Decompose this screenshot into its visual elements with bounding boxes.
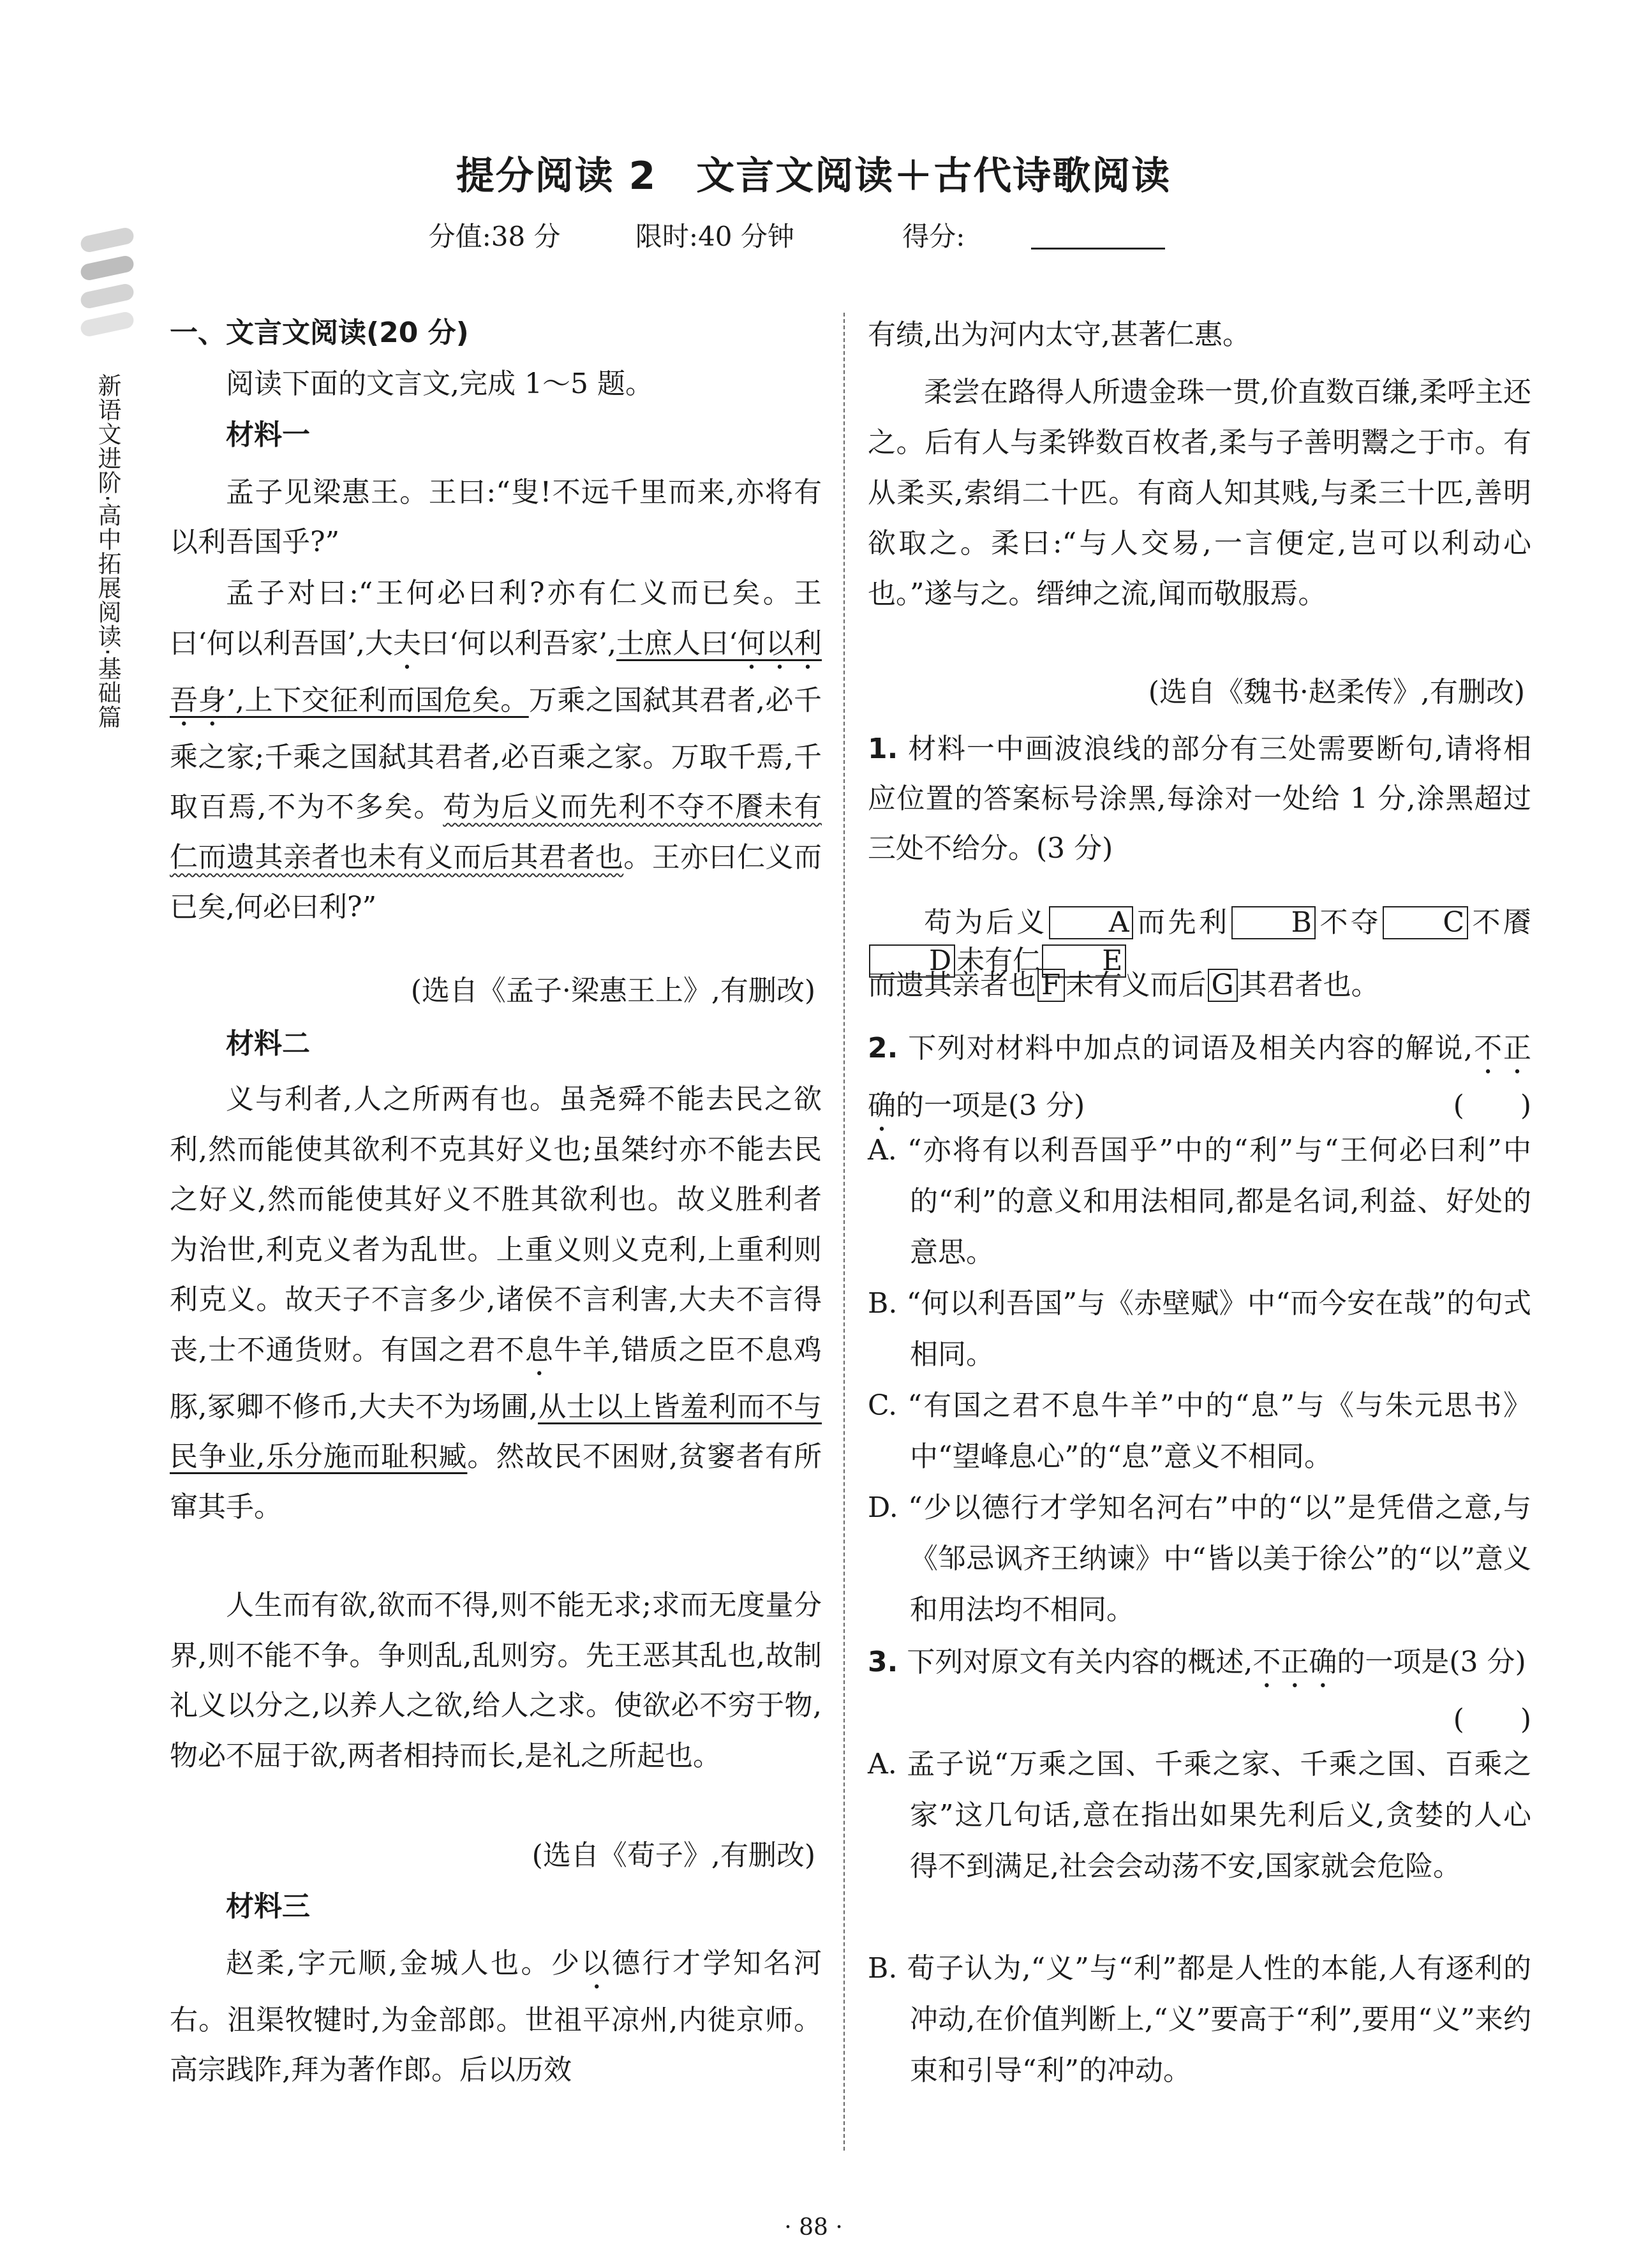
text-run: 曰‘何以利吾家’, — [421, 627, 616, 660]
dotted-phrase: 何以利吾身 — [170, 627, 822, 717]
material-2-title: 材料二 — [226, 1027, 310, 1060]
exam-meta — [0, 216, 1627, 254]
section-heading: 一、文言文阅读(20 分) — [170, 317, 469, 349]
text-run: 孟子对曰:“王何必曰利?亦有仁义而已矣。王曰‘何以利吾国’,大 — [170, 577, 822, 660]
text-run: 万乘之国弑其君者,必千乘之家;千乘之国弑其君者,必百乘之家。万取千焉,千取百焉,不为不多矣。 — [170, 683, 822, 824]
score-got-label: 得分: — [902, 221, 965, 252]
text-run: 义与利者,人之所两有也。虽尧舜不能去民之欲利,然而能使其欲利不克其好义也;虽桀纣亦不能去民之好义,然而能使其好义不胜其欲利也。故义胜利者为治世,利克义者为乱世。上重义则义克利,上重利则利克义。故天子不言多少,诸侯不言利害,大夫不言得丧,士不通货财。有国之君不 — [170, 1083, 822, 1366]
material-1-para-2 — [170, 569, 822, 933]
material-3-para-1 — [170, 1939, 822, 2095]
text-run: 士庶人曰‘ — [616, 627, 738, 660]
option-box-b[interactable]: B — [1231, 906, 1316, 939]
material-3-title: 材料三 — [226, 1890, 310, 1923]
option-box-f[interactable]: F — [1037, 969, 1065, 1002]
page-number: · 88 · — [784, 2214, 843, 2241]
material-1-source: (选自《孟子·梁惠王上》,有删改) — [410, 974, 815, 1007]
text-run: 德行才学知名河右。沮渠牧犍时,为金部郎。世祖平凉州,内徙京师。高宗践阼,拜为著作郎。后以历效 — [170, 1947, 822, 2086]
text-run: 而先利 — [1134, 906, 1230, 939]
question-number: 1. — [868, 733, 898, 765]
answer-parentheses[interactable]: ( ) — [1453, 1089, 1531, 1122]
score-blank[interactable] — [1031, 248, 1165, 250]
material-2-source: (选自《荀子》,有删改) — [531, 1839, 815, 1872]
dotted-word: 夫 — [392, 627, 421, 660]
time-limit: 限时:40 分钟 — [635, 221, 794, 252]
question-number: 3. — [868, 1646, 898, 1678]
text-run: 苟为后义 — [924, 906, 1048, 939]
text-run: 不餍 — [1469, 906, 1532, 939]
option-box-d[interactable]: D — [869, 944, 955, 978]
dotted-phrase: 不正确 — [868, 1032, 1531, 1122]
text-run: 牛羊,错质之臣不息鸡豚,冢卿不修币,大夫不为场圃, — [170, 1333, 822, 1423]
option-box-a[interactable]: A — [1049, 906, 1133, 939]
question-text: 下列对原文有关内容的概述, — [907, 1646, 1253, 1678]
option-box-c[interactable]: C — [1383, 906, 1468, 939]
q3-option-a: A. 孟子说“万乘之国、千乘之家、千乘之国、百乘之家”这几句话,意在指出如果先利后义,贪婪的人心得不到满足,社会会动荡不安,国家就会危险。 — [868, 1748, 1531, 1883]
question-text: 的一项是(3 分) — [896, 1089, 1085, 1122]
question-2 — [868, 1023, 1531, 1138]
score-got — [869, 221, 1198, 252]
text-run: 赵柔,字元顺,金城人也。少 — [226, 1947, 582, 1980]
option-box-e[interactable]: E — [1042, 944, 1126, 978]
dotted-phrase: 不正确 — [1252, 1646, 1337, 1678]
underlined-text: 从士以上皆羞利而不与民争业,乐分施而耻积臧 — [170, 1390, 822, 1473]
column-divider — [843, 313, 845, 2151]
question-text: 材料一中画波浪线的部分有三处需要断句,请将相应位置的答案标号涂黑,每涂对一处给 1 分,涂黑超过三处不给分。(3 分) — [868, 733, 1531, 865]
answer-parentheses[interactable]: ( ) — [1453, 1703, 1531, 1736]
q3-option-b: B. 荀子认为,“义”与“利”都是人性的本能,人有逐利的冲动,在价值判断上,“义”要高于“利”,要用“义”来约束和引导“利”的冲动。 — [868, 1952, 1531, 2087]
text-run: 而遗其亲者也 — [868, 969, 1036, 1001]
instructions: 阅读下面的文言文,完成 1～5 题。 — [226, 368, 653, 400]
series-label: 新语文进阶·高中拓展阅读·基础篇 — [94, 373, 121, 729]
score-value: 分值:38 分 — [428, 221, 561, 252]
material-3-para-2: 柔尝在路得人所遗金珠一贯,价直数百缣,柔呼主还之。后有人与柔铧数百枚者,柔与子善明鬻之于市。有从柔买,索绢二十匹。有商人知其贱,与柔三十匹,善明欲取之。柔曰:“与人交易,一言便定,岂可以利动心也。”遂与之。缙绅之流,闻而敬服焉。 — [868, 376, 1531, 610]
dotted-word: 以 — [581, 1947, 612, 1980]
text-run: 未有仁 — [956, 944, 1041, 977]
wavy-underlined-text: 苟为后义而先利不夺不餍未有仁而遗其亲者也未有义而后其君者也 — [170, 791, 822, 874]
question-1 — [868, 724, 1531, 874]
option-box-g[interactable]: G — [1208, 969, 1238, 1002]
material-2-para-2: 人生而有欲,欲而不得,则不能无求;求而无度量分界,则不能不争。争则乱,乱则穷。先王恶其乱也,故制礼义以分之,以养人之欲,给人之求。使欲必不穷于物,物必不屈于欲,两者相持而长,是礼之所起也。 — [170, 1589, 822, 1772]
text-run: 未有义而后 — [1066, 969, 1207, 1001]
text-run: 不夺 — [1316, 906, 1382, 939]
text-run: 其君者也。 — [1238, 969, 1379, 1001]
decorative-stripes-icon — [75, 227, 139, 348]
question-text: 下列对材料中加点的词语及相关内容的解说, — [908, 1032, 1473, 1064]
question-3 — [868, 1637, 1531, 1745]
material-1-title: 材料一 — [226, 419, 310, 451]
material-3-continued: 有绩,出为河内太守,甚著仁惠。 — [868, 318, 1251, 351]
dotted-word: 息 — [524, 1333, 554, 1366]
q2-option-c: C. “有国之君不息牛羊”中的“息”与《与朱元思书》中“望峰息心”的“息”意义不相同。 — [868, 1389, 1531, 1473]
text-run: ’,上下交征利而国危矣。 — [227, 683, 529, 717]
question-text: 的一项是(3 分) — [1337, 1646, 1526, 1678]
q2-option-b: B. “何以利吾国”与《赤壁赋》中“而今安在哉”的句式相同。 — [868, 1287, 1531, 1371]
q2-option-a: A. “亦将有以利吾国乎”中的“利”与“王何必曰利”中的“利”的意义和用法相同,都是名词,利益、好处的意思。 — [868, 1134, 1531, 1269]
material-2-para-1 — [170, 1075, 822, 1532]
page-title: 提分阅读 2 文言文阅读＋古代诗歌阅读 — [456, 154, 1171, 198]
q2-option-d: D. “少以德行才学知名河右”中的“以”是凭借之意,与《邹忌讽齐王纳谏》中“皆以美于徐公”的“以”意义和用法均不相同。 — [868, 1491, 1531, 1626]
text-run: 。王亦曰仁义而已矣,何必曰利?” — [170, 840, 822, 924]
text-run: 。然故民不困财,贫窭者有所窜其手。 — [170, 1440, 822, 1523]
material-3-source: (选自《魏书·赵柔传》,有删改) — [1148, 676, 1525, 708]
question-number: 2. — [868, 1032, 898, 1064]
material-1-para-1: 孟子见梁惠王。王曰:“叟!不远千里而来,亦将有以利吾国乎?” — [170, 476, 822, 558]
q1-sentence-line-2 — [868, 966, 1531, 1004]
